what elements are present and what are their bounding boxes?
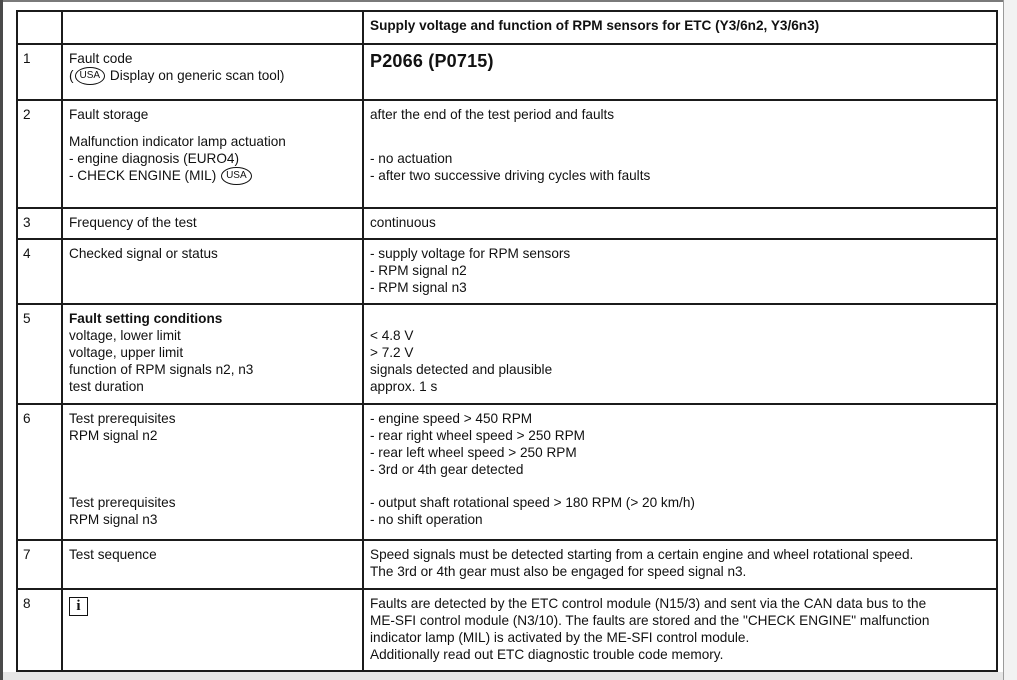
page-bottom-band	[3, 672, 1003, 680]
row-label: Frequency of the test	[62, 208, 363, 239]
row-number: 7	[17, 540, 62, 589]
fault-code: P2066 (P0715)	[370, 51, 494, 71]
window-top-edge	[0, 0, 1017, 2]
window-left-edge	[0, 0, 3, 680]
header-label-cell	[62, 11, 363, 44]
table-row	[17, 589, 997, 671]
vertical-scrollbar[interactable]	[1003, 0, 1017, 680]
row-number: 6	[17, 404, 62, 540]
row-value: Speed signals must be detected starting from a certain engine and wheel rotational speed. The 3rd or 4th gear must also be engaged for speed signal n3.	[363, 540, 997, 589]
diagnostic-table	[16, 10, 998, 672]
row-value: Faults are detected by the ETC control module (N15/3) and sent via the CAN data bus to the ME-SFI control module (N3/10). The faults are stored and the "CHECK ENGINE" malfunction indicator lamp (MIL) is activated by the ME-SFI control module. Additionally read out ETC diagnostic trouble code memory.	[363, 589, 997, 671]
row-label: Test sequence	[62, 540, 363, 589]
header-title: Supply voltage and function of RPM sensors for ETC (Y3/6n2, Y3/6n3)	[363, 11, 997, 44]
table-row	[17, 100, 997, 208]
row-value: after the end of the test period and faults - no actuation - after two successive driving cycles with faults	[363, 100, 997, 208]
row-value	[363, 44, 997, 100]
row-value: < 4.8 V > 7.2 V signals detected and plausible approx. 1 s	[363, 304, 997, 404]
row-label	[62, 589, 363, 671]
row-number: 2	[17, 100, 62, 208]
table-header-row	[17, 11, 997, 44]
row-label: Fault code ( USA Display on generic scan tool)	[62, 44, 363, 100]
usa-badge-icon: USA	[75, 67, 106, 85]
table-row	[17, 44, 997, 100]
row-value: continuous	[363, 208, 997, 239]
table-row	[17, 404, 997, 540]
usa-badge-icon: USA	[221, 167, 252, 185]
info-icon: i	[69, 597, 88, 616]
row-label: Checked signal or status	[62, 239, 363, 304]
row-value: - supply voltage for RPM sensors - RPM signal n2 - RPM signal n3	[363, 239, 997, 304]
row-number: 1	[17, 44, 62, 100]
table-row	[17, 208, 997, 239]
row-number: 5	[17, 304, 62, 404]
row-label: Fault storage Malfunction indicator lamp actuation - engine diagnosis (EURO4) - CHECK ENGINE (MIL) USA	[62, 100, 363, 208]
table-row	[17, 239, 997, 304]
table-row	[17, 304, 997, 404]
row-number: 8	[17, 589, 62, 671]
header-num-cell	[17, 11, 62, 44]
table-row	[17, 540, 997, 589]
row-number: 4	[17, 239, 62, 304]
row-label: Fault setting conditions voltage, lower limit voltage, upper limit function of RPM signals n2, n3 test duration	[62, 304, 363, 404]
row-number: 3	[17, 208, 62, 239]
row-value: - engine speed > 450 RPM - rear right wheel speed > 250 RPM - rear left wheel speed > 250 RPM - 3rd or 4th gear detected - output shaft rotational speed > 180 RPM (> 20 km/h) - no shift operation	[363, 404, 997, 540]
row-label: Test prerequisites RPM signal n2 Test prerequisites RPM signal n3	[62, 404, 363, 540]
